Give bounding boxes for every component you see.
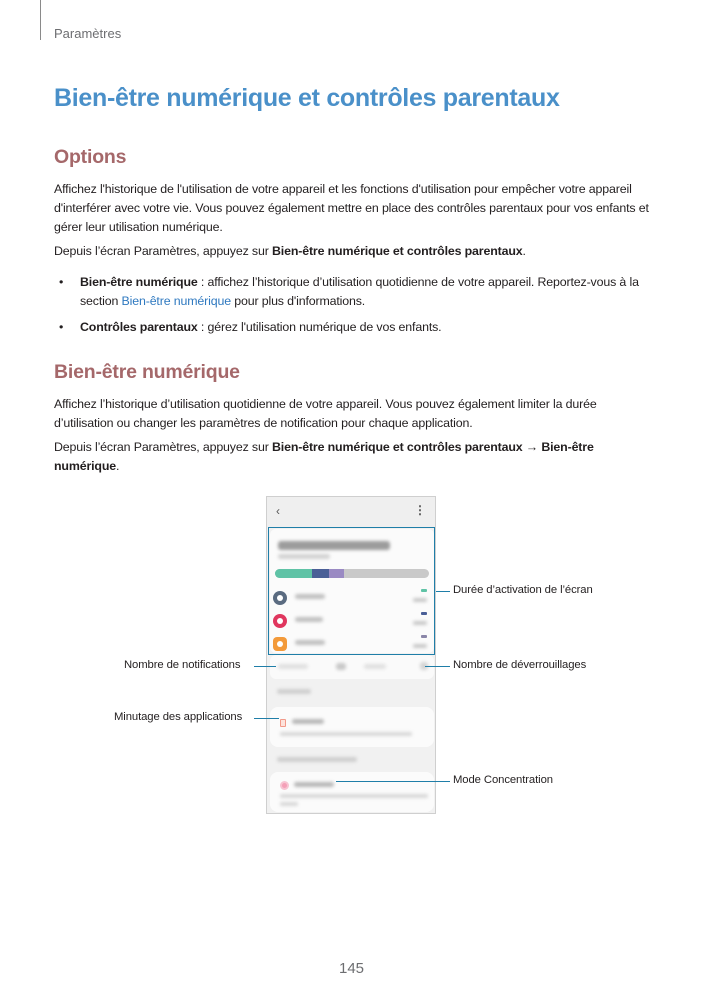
timer-icon bbox=[280, 719, 286, 727]
options-heading: Options bbox=[54, 146, 127, 168]
path-suffix: . bbox=[116, 459, 120, 474]
focus-mode-label bbox=[294, 782, 334, 787]
callout-app-timers: Minutage des applications bbox=[114, 711, 243, 723]
bullet-text: pour plus d'informations. bbox=[230, 294, 366, 309]
path-suffix: . bbox=[522, 244, 526, 258]
screen-time-highlight bbox=[268, 527, 435, 655]
section-title bbox=[277, 757, 357, 762]
app-timers-card[interactable] bbox=[270, 707, 434, 747]
bullet-term: Contrôles parentaux bbox=[80, 320, 198, 334]
focus-mode-icon bbox=[280, 781, 289, 790]
bullet-term: Bien-être numérique bbox=[80, 275, 198, 289]
focus-mode-desc bbox=[280, 802, 298, 806]
focus-mode-card[interactable] bbox=[270, 772, 434, 812]
back-icon[interactable]: ‹ bbox=[276, 504, 280, 518]
path-bold: Bien-être numérique et contrôles parentaux bbox=[271, 440, 523, 454]
bullet-text: : gérez l'utilisation numérique de vos enfants. bbox=[197, 320, 442, 334]
callout-focus-mode: Mode Concentration bbox=[453, 774, 553, 786]
wellbeing-link[interactable]: Bien-être numérique bbox=[121, 294, 231, 309]
app-bar bbox=[267, 497, 435, 527]
bullet-marker: • bbox=[59, 320, 64, 334]
callout-line bbox=[336, 781, 450, 782]
notification-icon bbox=[336, 663, 346, 670]
app-timers-label bbox=[292, 719, 324, 724]
callout-line bbox=[254, 718, 279, 719]
wellbeing-intro: Affichez l’historique d’utilisation quotidienne de votre appareil. Vous pouvez également limiter la durée d’utilisation ou changer les paramètres de notification pour chaque application. bbox=[54, 397, 597, 431]
callout-line bbox=[254, 666, 276, 667]
path-bold: Bien-être numérique et contrôles parentaux bbox=[271, 244, 523, 258]
page-number: 145 bbox=[338, 960, 365, 977]
wellbeing-path bbox=[54, 438, 654, 476]
notifications-count bbox=[278, 664, 308, 669]
header-rule bbox=[40, 0, 41, 40]
section-title bbox=[277, 689, 311, 694]
callout-notifications: Nombre de notifications bbox=[124, 659, 241, 671]
more-options-icon[interactable]: ⋮ bbox=[414, 503, 426, 517]
app-timers-desc bbox=[280, 732, 412, 736]
path-prefix: Depuis l’écran Paramètres, appuyez sur bbox=[54, 244, 272, 258]
callout-screen-time: Durée d’activation de l’écran bbox=[453, 584, 593, 596]
path-prefix: Depuis l’écran Paramètres, appuyez sur bbox=[54, 440, 272, 454]
wellbeing-heading: Bien-être numérique bbox=[54, 361, 240, 383]
options-intro: Affichez l'historique de l'utilisation de votre appareil et les fonctions d'utilisation pour empêcher votre appareil d'interférer avec votre vie. Vous pouvez également mettre en place des contrôles parentaux pour vos enfants et gérer leur utilisation numérique. bbox=[54, 182, 649, 235]
section-label: Paramètres bbox=[54, 26, 122, 41]
unlocks-count bbox=[364, 664, 386, 669]
path-bold: Bien-être numérique bbox=[54, 440, 594, 474]
callout-line bbox=[436, 591, 450, 592]
callout-unlocks: Nombre de déverrouillages bbox=[453, 659, 587, 671]
options-path bbox=[54, 242, 654, 261]
arrow-icon: → bbox=[522, 440, 542, 454]
stats-row bbox=[270, 655, 434, 679]
focus-mode-desc bbox=[280, 794, 428, 798]
bullet-marker: • bbox=[59, 275, 64, 289]
callout-line bbox=[425, 666, 450, 667]
page-title: Bien-être numérique et contrôles parentaux bbox=[54, 84, 560, 112]
bullet-text: : affichez l’historique d’utilisation quotidienne de votre appareil. Reportez-vous à la section bbox=[80, 275, 639, 309]
